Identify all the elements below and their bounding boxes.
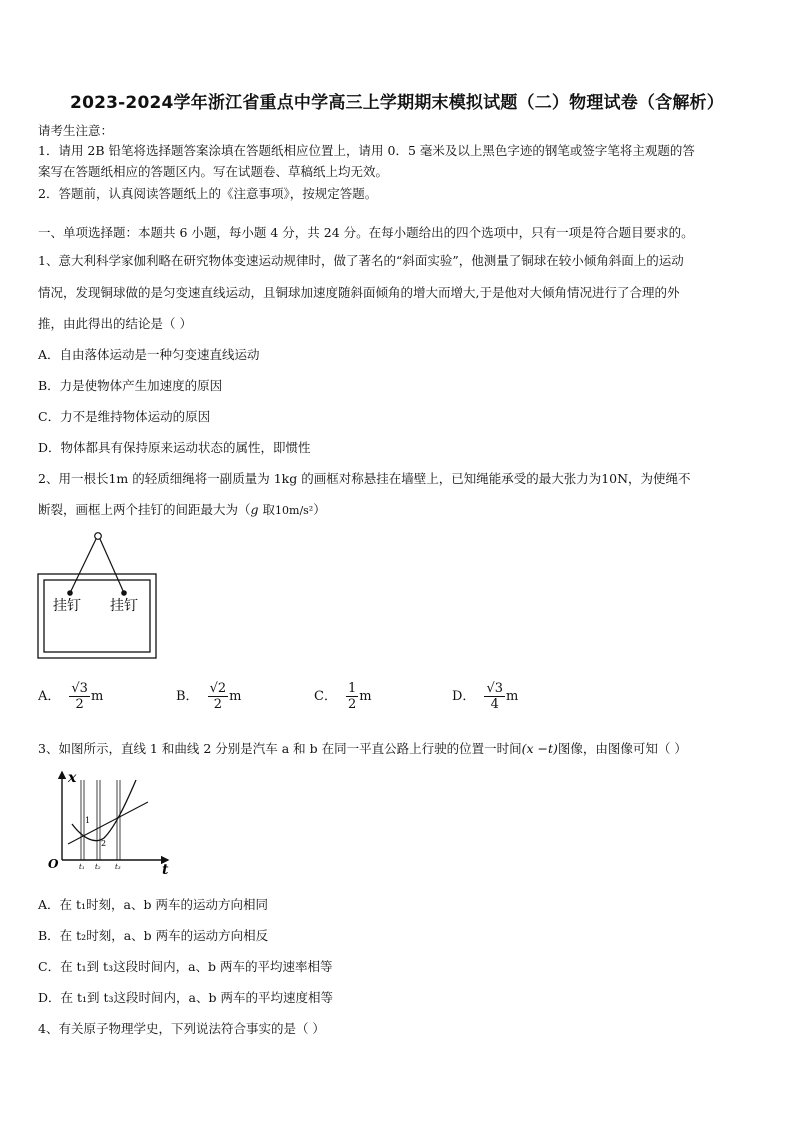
nail-right-label: 挂钉	[110, 598, 138, 614]
curve-2-label: 2	[101, 839, 107, 848]
q2-option-d: D． $\frac{√3}{4}$ m	[452, 681, 519, 712]
x-axis-label: t	[162, 862, 169, 878]
q3-option-a: A．在 t₁时刻，a、b 两车的运动方向相同	[38, 897, 268, 912]
notice-item-1: 1．请用 2B 铅笔将选择题答案涂填在答题纸相应位置上，请用 0．5 毫米及以上黑色字迹的钢笔或签字笔将主观题的答	[38, 143, 695, 158]
wall-hook	[95, 533, 102, 540]
nail-right-dot	[121, 590, 127, 596]
hanging-frame-figure	[36, 530, 160, 662]
q2-option-a: A． $\frac{√3}{2}$ m	[38, 681, 104, 712]
notice-heading: 请考生注意：	[38, 123, 114, 138]
frame-outer	[38, 574, 156, 658]
rope-right	[100, 539, 124, 593]
nail-left-dot	[67, 590, 73, 596]
notice-item-2: 2．答题前，认真阅读答题纸上的《注意事项》，按规定答题。	[38, 186, 378, 201]
xt-graph	[44, 768, 174, 880]
q3-option-b: B．在 t₂时刻，a、b 两车的运动方向相反	[38, 928, 269, 943]
g-value: 10m/s²	[275, 504, 314, 517]
q3-line: 3、如图所示，直线 1 和曲线 2 分别是汽车 a 和 b 在同一平直公路上行驶的位置一时间(x −t)图像，由图像可知（ ）	[38, 741, 687, 756]
q3-option-d: D．在 t₁到 t₃这段时间内，a、b 两车的平均速度相等	[38, 990, 333, 1005]
rope-left	[70, 539, 96, 593]
line-1	[68, 802, 148, 844]
y-axis-label: x	[68, 770, 77, 786]
nail-left-label: 挂钉	[53, 598, 81, 614]
curve-2	[72, 780, 136, 841]
q1-line-1: 1、意大利科学家伽利略在研究物体变速运动规律时，做了著名的“斜面实验”，他测量了铜球在较小倾角斜面上的运动	[38, 253, 684, 268]
q2-option-c: C． $\frac{1}{2}$ m	[314, 681, 372, 712]
q1-line-2: 情况，发现铜球做的是匀变速直线运动，且铜球加速度随斜面倾角的增大而增大,于是他对大倾角情况进行了合理的外	[38, 285, 680, 300]
t2-label: t₂	[95, 863, 101, 871]
section-heading: 一、单项选择题：本题共 6 小题，每小题 4 分，共 24 分。在每小题给出的四个选项中，只有一项是符合题目要求的。	[38, 225, 694, 240]
q2-option-b: B． $\frac{√2}{2}$ m	[176, 681, 242, 712]
q1-option-b: B．力是使物体产生加速度的原因	[38, 378, 223, 393]
q1-option-d: D．物体都具有保持原来运动状态的属性，即惯性	[38, 440, 311, 455]
t3-label: t₃	[115, 863, 121, 871]
notice-item-1-cont: 案写在答题纸相应的答题区内。写在试题卷、草稿纸上均无效。	[38, 164, 389, 179]
q2-line-2: 断裂，画框上两个挂钉的间距最大为（g 取10m/s²）	[38, 502, 326, 517]
t1-label: t₁	[79, 863, 85, 871]
q3-option-c: C．在 t₁到 t₃这段时间内，a、b 两车的平均速率相等	[38, 959, 333, 974]
q1-option-a: A．自由落体运动是一种匀变速直线运动	[38, 347, 260, 362]
line-1-label: 1	[85, 816, 91, 825]
q1-line-3: 推，由此得出的结论是（ ）	[38, 316, 192, 331]
q2-line-1: 2、用一根长1m 的轻质细绳将一副质量为 1kg 的画框对称悬挂在墙壁上，已知绳能承受的最大张力为10N，为使绳不	[38, 471, 691, 486]
origin-label: O	[48, 857, 59, 871]
g-symbol: g	[250, 502, 259, 517]
frame-inner	[44, 580, 150, 652]
q4-line: 4、有关原子物理学史，下列说法符合事实的是（ ）	[38, 1021, 325, 1036]
page-title: 2023-2024学年浙江省重点中学高三上学期期末模拟试题（二）物理试卷（含解析）	[70, 93, 724, 113]
q1-option-c: C．力不是维持物体运动的原因	[38, 409, 211, 424]
